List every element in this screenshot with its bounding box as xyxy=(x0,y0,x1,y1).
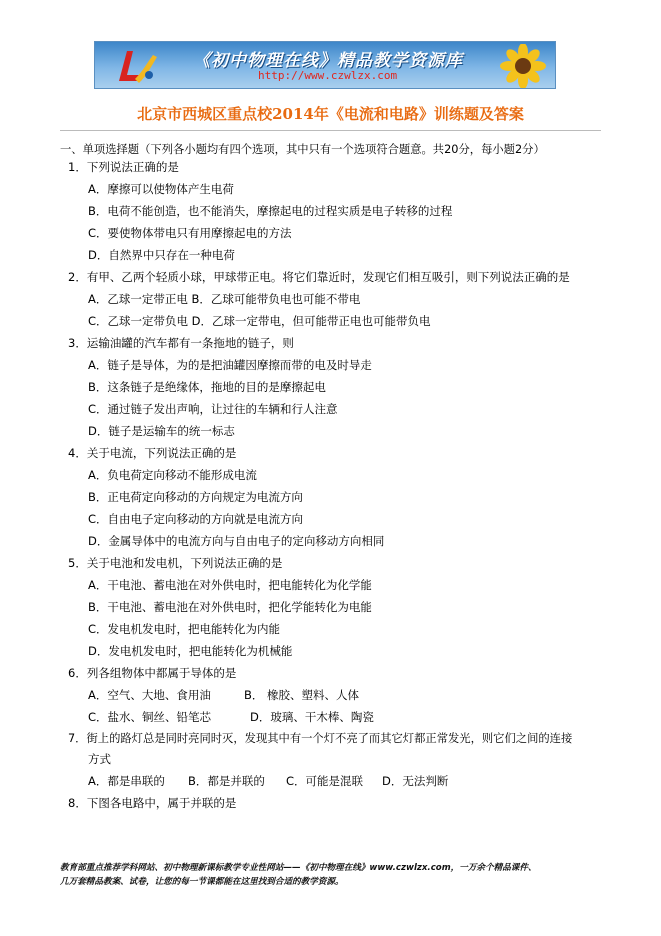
question-7-option-c: C．可能是混联 xyxy=(286,774,364,788)
question-1-option-b: B．电荷不能创造，也不能消失，摩擦起电的过程实质是电子转移的过程 xyxy=(88,204,453,218)
question-1-stem: 1．下列说法正确的是 xyxy=(68,160,179,174)
header-banner xyxy=(94,41,556,89)
question-6-option-c: C．盐水、铜丝、铅笔芯 xyxy=(88,710,212,724)
question-7-option-b: B．都是并联的 xyxy=(188,774,265,788)
question-2-stem: 2．有甲、乙两个轻质小球，甲球带正电。将它们靠近时，发现它们相互吸引，则下列说法正确的是 xyxy=(68,270,570,284)
question-4-option-b: B．正电荷定向移动的方向规定为电流方向 xyxy=(88,490,303,504)
banner-url[interactable]: http://www.czwlzx.com xyxy=(258,69,398,82)
question-4-option-d: D．金属导体中的电流方向与自由电子的定向移动方向相同 xyxy=(88,534,385,548)
question-2-options-ab: A．乙球一定带正电 B．乙球可能带负电也可能不带电 xyxy=(88,292,361,306)
footer-line-1: 教育部重点推荐学科网站、初中物理新课标教学专业性网站——《初中物理在线》www.czwlzx.com，一万余个精品课件、 xyxy=(60,863,537,873)
question-3-option-d: D．链子是运输车的统一标志 xyxy=(88,424,235,438)
footer-line-2: 几万套精品教案、试卷，让您的每一节课都能在这里找到合适的教学资源。 xyxy=(60,877,344,887)
question-5-option-a: A．干电池、蓄电池在对外供电时，把电能转化为化学能 xyxy=(88,578,372,592)
question-7-option-a: A．都是串联的 xyxy=(88,774,165,788)
title-divider xyxy=(60,130,601,131)
question-6-stem: 6．列各组物体中都属于导体的是 xyxy=(68,666,237,680)
question-3-stem: 3．运输油罐的汽车都有一条拖地的链子，则 xyxy=(68,336,294,350)
question-5-option-d: D．发电机发电时，把电能转化为机械能 xyxy=(88,644,293,658)
question-5-option-c: C．发电机发电时，把电能转化为内能 xyxy=(88,622,281,636)
question-4-option-c: C．自由电子定向移动的方向就是电流方向 xyxy=(88,512,304,526)
question-7-stem-line2: 方式 xyxy=(88,752,111,766)
question-5-stem: 5．关于电池和发电机，下列说法正确的是 xyxy=(68,556,283,570)
question-1-option-a: A．摩擦可以使物体产生电荷 xyxy=(88,182,234,196)
question-8-stem: 8．下图各电路中，属于并联的是 xyxy=(68,796,237,810)
question-3-option-b: B．这条链子是绝缘体，拖地的目的是摩擦起电 xyxy=(88,380,326,394)
question-2-options-cd: C．乙球一定带负电 D．乙球一定带电，但可能带正电也可能带负电 xyxy=(88,314,431,328)
question-3-option-c: C．通过链子发出声响，让过往的车辆和行人注意 xyxy=(88,402,338,416)
section-heading: 一、单项选择题（下列各小题均有四个选项，其中只有一个选项符合题意。共20分，每小题2分） xyxy=(60,143,545,156)
question-1-option-c: C．要使物体带电只有用摩擦起电的方法 xyxy=(88,226,292,240)
banner-title: 《初中物理在线》精品教学资源库 xyxy=(193,51,463,71)
question-7-stem-line1: 7．街上的路灯总是同时亮同时灭，发现其中有一个灯不亮了而其它灯都正常发光，则它们之间的连接 xyxy=(68,732,573,745)
document-title: 北京市西城区重点校2014年《电流和电路》训练题及答案 xyxy=(137,105,524,123)
footer-note xyxy=(60,861,620,889)
question-6-option-b: B． 橡胶、塑料、人体 xyxy=(244,688,360,702)
question-6-option-a: A．空气、大地、食用油 xyxy=(88,688,211,702)
question-3-option-a: A．链子是导体，为的是把油罐因摩擦而带的电及时导走 xyxy=(88,358,372,372)
question-6-option-d: D．玻璃、干木棒、陶瓷 xyxy=(250,710,374,724)
question-5-option-b: B．干电池、蓄电池在对外供电时，把化学能转化为电能 xyxy=(88,600,372,614)
question-7-option-d: D．无法判断 xyxy=(382,774,449,788)
logo-icon xyxy=(113,45,159,85)
question-1-option-d: D．自然界中只存在一种电荷 xyxy=(88,248,235,262)
question-4-stem: 4．关于电流，下列说法正确的是 xyxy=(68,446,237,460)
question-4-option-a: A．负电荷定向移动不能形成电流 xyxy=(88,468,257,482)
sunflower-icon xyxy=(493,44,553,88)
